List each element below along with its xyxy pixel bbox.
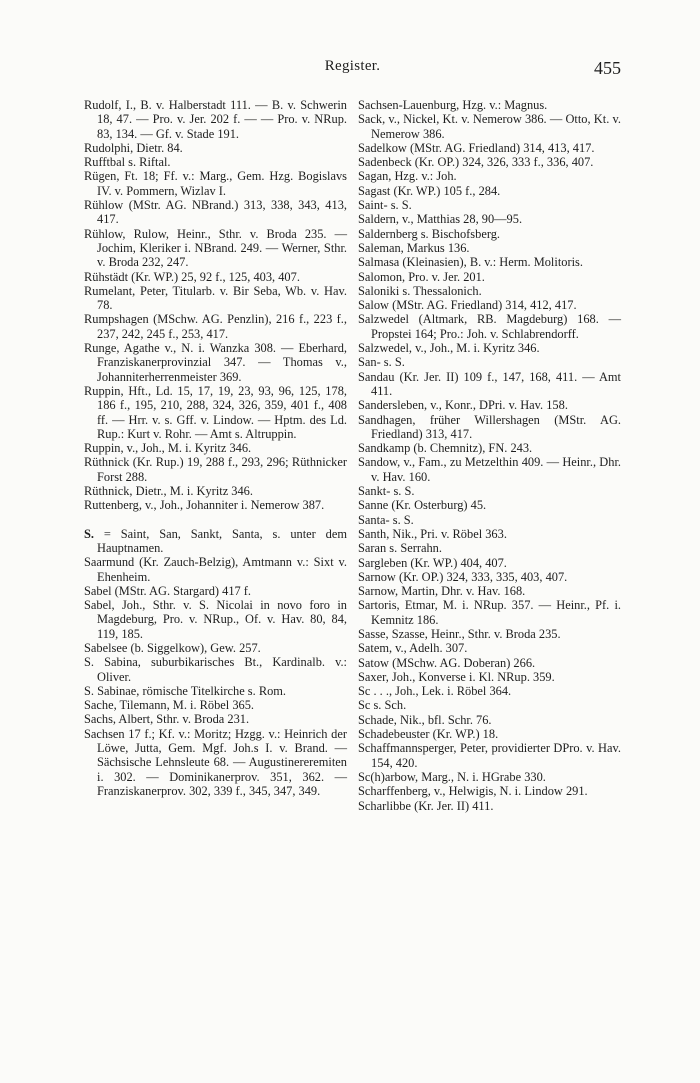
entry-text: Runge, Agathe v., N. i. Wanzka 308. — Eberhard, Franziskanerprovinzial 347. — Thomas v., Johanniterherrenmeister 369. [84, 341, 347, 384]
index-entry [358, 455, 621, 484]
index-entry [358, 98, 621, 112]
entry-text: Rügen, Ft. 18; Ff. v.: Marg., Gem. Hzg. Bogislavs IV. v. Pommern, Wizlav I. [84, 169, 347, 198]
index-entry [358, 598, 621, 627]
entry-text: Sc s. Sch. [358, 698, 407, 713]
entry-text: Sandau (Kr. Jer. II) 109 f., 147, 168, 411. — Amt 411. [358, 369, 621, 398]
index-entry [358, 584, 621, 598]
index-entry [84, 727, 347, 798]
index-entry [358, 498, 621, 512]
entry-text: Sandkamp (b. Chemnitz), FN. 243. [358, 441, 533, 456]
entry-text: Schaffmannsperger, Peter, providierter DPro. v. Hav. 154, 420. [358, 741, 621, 770]
entry-text: Saleman, Markus 136. [358, 240, 470, 255]
index-entry [358, 141, 621, 155]
entry-text: Sandhagen, früher Willershagen (MStr. AG. Friedland) 313, 417. [358, 412, 621, 441]
index-entry [358, 341, 621, 355]
entry-text: Scharffenberg, v., Helwigis, N. i. Lindow 291. [358, 784, 588, 799]
entry-text: Salzwedel, v., Joh., M. i. Kyritz 346. [358, 341, 540, 356]
entry-text: S. Sabinae, römische Titelkirche s. Rom. [84, 683, 287, 698]
entry-text: Sartoris, Etmar, M. i. NRup. 357. — Heinr., Pf. i. Kemnitz 186. [358, 598, 621, 627]
entry-text: Santa- s. S. [358, 512, 414, 527]
index-entry [84, 227, 347, 270]
entry-text: Saldern, v., Matthias 28, 90—95. [358, 212, 523, 227]
entry-text: Rüthnick, Dietr., M. i. Kyritz 346. [84, 484, 253, 499]
entry-text: Sandow, v., Fam., zu Metzelthin 409. — Heinr., Dhr. v. Hav. 160. [358, 455, 621, 484]
index-entry [358, 627, 621, 641]
index-entry [84, 441, 347, 455]
entry-text: Sabel (MStr. AG. Stargard) 417 f. [84, 583, 252, 598]
index-entry [358, 641, 621, 655]
index-entry [358, 413, 621, 442]
entry-text: Rudolphi, Dietr. 84. [84, 140, 183, 155]
index-entry [84, 498, 347, 512]
entry-text: Schadebeuster (Kr. WP.) 18. [358, 727, 499, 742]
entry-text: Sagast (Kr. WP.) 105 f., 284. [358, 183, 501, 198]
index-entry [358, 312, 621, 341]
index-entry [358, 298, 621, 312]
entry-text: Sankt- s. S. [358, 484, 415, 499]
entry-text: Sarnow (Kr. OP.) 324, 333, 335, 403, 407. [358, 569, 568, 584]
index-entry [84, 384, 347, 441]
entry-text: S. Sabina, suburbikarisches Bt., Kardinalb. v.: Oliver. [84, 655, 347, 684]
index-entry [84, 312, 347, 341]
entry-text: Sadelkow (MStr. AG. Friedland) 314, 413, 417. [358, 140, 595, 155]
entry-text: Salow (MStr. AG. Friedland) 314, 412, 417. [358, 298, 577, 313]
entry-text: Sadenbeck (Kr. OP.) 324, 326, 333 f., 336, 407. [358, 155, 594, 170]
entry-text: Ruppin, Hft., Ld. 15, 17, 19, 23, 93, 96, 125, 178, 186 f., 195, 210, 288, 324, 326, 359, 401 f., 408 ff. — Hrr. v. s. Gff. v. Lindow. — Hptm. des Ld. Rup.: Kurt v. Rohr. — Amt s. Altruppin. [84, 383, 347, 441]
index-entry [84, 484, 347, 498]
index-entry [358, 727, 621, 741]
index-entry [358, 556, 621, 570]
entry-text: Saarmund (Kr. Zauch-Belzig), Amtmann v.: Sixt v. Ehenheim. [84, 555, 347, 584]
index-entry [84, 98, 347, 141]
index-entry [358, 527, 621, 541]
entry-text: Sanne (Kr. Osterburg) 45. [358, 498, 487, 513]
index-entry [84, 455, 347, 484]
entry-text: Sachs, Albert, Sthr. v. Broda 231. [84, 712, 250, 727]
index-entry [358, 799, 621, 813]
entry-text: Rühlow, Rulow, Heinr., Sthr. v. Broda 235. — Jochim, Kleriker i. NBrand. 249. — Werner, Sthr. v. Broda 232, 247. [84, 226, 347, 270]
entry-text: Saldernberg s. Bischofsberg. [358, 226, 501, 241]
index-entry [84, 341, 347, 384]
page-title: Register. [324, 58, 381, 74]
entry-text: Rudolf, I., B. v. Halberstadt 111. — B. v. Schwerin 18, 47. — Pro. v. Jer. 202 f. — — Pro. v. NRup. 83, 134. — Gf. v. Stade 191. [84, 98, 347, 141]
index-entry [84, 712, 347, 726]
index-entry [358, 656, 621, 670]
letter-heading: S. [84, 526, 94, 541]
entry-text: Saxer, Joh., Konverse i. Kl. NRup. 359. [358, 669, 555, 684]
index-entry [84, 198, 347, 227]
entry-text: Sc . . ., Joh., Lek. i. Röbel 364. [358, 684, 512, 699]
entry-text: San- s. S. [358, 355, 405, 370]
entry-text: Salomon, Pro. v. Jer. 201. [358, 269, 485, 284]
entry-text: Saloniki s. Thessalonich. [358, 283, 482, 298]
index-entry [358, 698, 621, 712]
entry-text: Salzwedel (Altmark, RB. Magdeburg) 168. — Propstei 164; Pro.: Joh. v. Schlabrendorff. [358, 312, 621, 341]
index-entry [358, 484, 621, 498]
index-entry [358, 212, 621, 226]
index-entry [84, 598, 347, 641]
index-entry [358, 784, 621, 798]
index-entry [358, 241, 621, 255]
index-entry [84, 284, 347, 313]
index-entry [358, 670, 621, 684]
index-entry [358, 570, 621, 584]
index-entry [84, 641, 347, 655]
index-entry [358, 713, 621, 727]
index-entry [358, 541, 621, 555]
index-entry [358, 770, 621, 784]
entry-text: Sachsen-Lauenburg, Hzg. v.: Magnus. [358, 98, 548, 112]
index-entry [358, 284, 621, 298]
entry-text: Sack, v., Nickel, Kt. v. Nemerow 386. — Otto, Kt. v. Nemerow 386. [358, 112, 621, 141]
entry-text: Sachsen 17 f.; Kf. v.: Moritz; Hzgg. v.: Heinrich der Löwe, Jutta, Gem. Mgf. Joh.s I. v. Brand. — Sächsische Lehnsleute 68. — Augustinereremiten i. 302. — Dominikanerprov. 351, 362. — Franziskanerprov. 302, 339 f., 345, 347, 349. [84, 726, 347, 798]
entry-text: Rühstädt (Kr. WP.) 25, 92 f., 125, 403, 407. [84, 269, 300, 284]
index-entry [358, 355, 621, 369]
index-entry [358, 684, 621, 698]
entry-text: Rumpshagen (MSchw. AG. Penzlin), 216 f., 223 f., 237, 242, 245 f., 253, 417. [84, 312, 347, 341]
entry-text: Rufftbal s. Riftal. [84, 155, 171, 170]
index-entry [358, 227, 621, 241]
entry-text: Schade, Nik., bfl. Schr. 76. [358, 712, 492, 727]
index-entry [358, 169, 621, 183]
entry-text: Rühlow (MStr. AG. NBrand.) 313, 338, 343, 413, 417. [84, 198, 347, 227]
entry-text: Sc(h)arbow, Marg., N. i. HGrabe 330. [358, 769, 546, 784]
entry-text: Santh, Nik., Pri. v. Röbel 363. [358, 526, 507, 541]
index-entry [84, 684, 347, 698]
entry-text: Ruppin, v., Joh., M. i. Kyritz 346. [84, 441, 252, 456]
entry-text: Sache, Tilemann, M. i. Röbel 365. [84, 698, 255, 713]
page-header [84, 58, 621, 82]
index-entry [84, 141, 347, 155]
entry-text: Rumelant, Peter, Titularb. v. Bir Seba, Wb. v. Hav. 78. [84, 283, 347, 313]
entry-text: Sagan, Hzg. v.: Joh. [358, 169, 457, 184]
entry-text: Sasse, Szasse, Heinr., Sthr. v. Broda 235. [358, 626, 561, 641]
index-entry [84, 584, 347, 598]
index-entry [358, 198, 621, 212]
entry-text: = Saint, San, Sankt, Santa, s. unter dem Hauptnamen. [94, 526, 347, 555]
left-column [84, 98, 347, 798]
index-entry [358, 741, 621, 770]
index-entry [84, 527, 347, 556]
entry-text: Salmasa (Kleinasien), B. v.: Herm. Molitoris. [358, 255, 583, 270]
entry-text: Saint- s. S. [358, 198, 412, 213]
right-column [358, 98, 621, 813]
index-entry [358, 398, 621, 412]
index-entry [358, 112, 621, 141]
index-entry [358, 370, 621, 399]
entry-text: Sandersleben, v., Konr., DPri. v. Hav. 158. [358, 398, 568, 413]
index-entry [84, 555, 347, 584]
index-entry [84, 155, 347, 169]
entry-text: Scharlibbe (Kr. Jer. II) 411. [358, 798, 494, 813]
entry-text: Satem, v., Adelh. 307. [358, 641, 468, 656]
entry-text: Rüthnick (Kr. Rup.) 19, 288 f., 293, 296; Rüthnicker Forst 288. [84, 455, 347, 484]
entry-text: Satow (MSchw. AG. Doberan) 266. [358, 655, 536, 670]
index-entry [358, 155, 621, 169]
entry-text: Sarnow, Martin, Dhr. v. Hav. 168. [358, 584, 526, 599]
entry-text: Sargleben (Kr. WP.) 404, 407. [358, 555, 507, 570]
index-entry [84, 169, 347, 198]
entry-text: Ruttenberg, v., Joh., Johanniter i. Nemerow 387. [84, 498, 325, 513]
index-entry [358, 441, 621, 455]
index-entry [84, 270, 347, 284]
entry-text: Saran s. Serrahn. [358, 541, 442, 556]
index-entry [84, 698, 347, 712]
index-entry [358, 184, 621, 198]
index-entry [84, 655, 347, 684]
index-entry [358, 255, 621, 269]
entry-text: Sabelsee (b. Siggelkow), Gew. 257. [84, 640, 261, 655]
index-entry [358, 513, 621, 527]
page-number: 455 [594, 58, 621, 78]
entry-text: Sabel, Joh., Sthr. v. S. Nicolai in novo foro in Magdeburg, Pro. v. NRup., Of. v. Hav. 80, 84, 119, 185. [84, 598, 347, 641]
index-entry [358, 270, 621, 284]
